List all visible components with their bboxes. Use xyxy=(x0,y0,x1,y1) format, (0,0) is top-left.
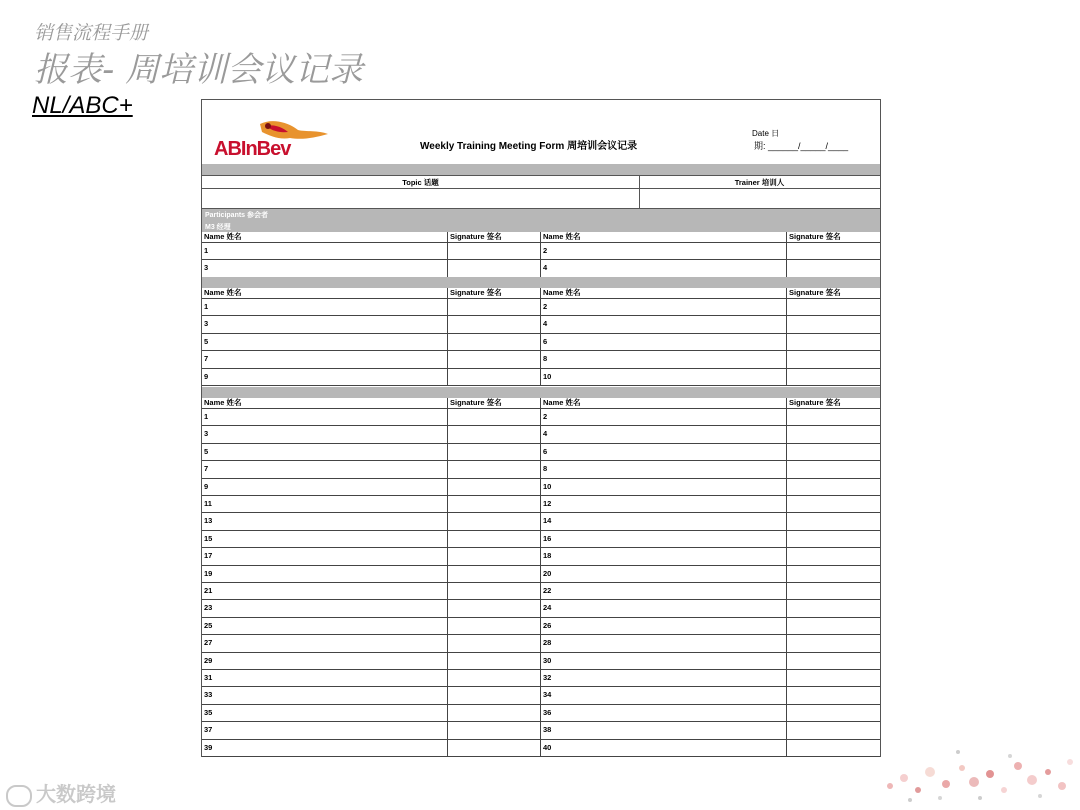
participant-name-cell[interactable]: 24 xyxy=(540,600,786,616)
participant-name-cell[interactable]: 2 xyxy=(540,409,786,425)
participant-name-cell[interactable]: 34 xyxy=(540,687,786,703)
participant-name-cell[interactable]: 16 xyxy=(540,531,786,547)
participant-name-cell[interactable]: 3 xyxy=(204,429,209,439)
participant-name-cell[interactable]: 14 xyxy=(540,513,786,529)
signature-header: Signature 签名 xyxy=(786,288,880,298)
section-divider xyxy=(202,277,880,288)
signature-cell[interactable] xyxy=(786,618,880,634)
manual-subtitle: 销售流程手册 xyxy=(34,22,149,44)
participant-name-cell[interactable]: 6 xyxy=(540,444,786,460)
m3-label: M3 经理 xyxy=(205,224,231,231)
watermark-icon xyxy=(6,785,32,807)
signature-cell[interactable] xyxy=(786,316,880,332)
participant-name-cell[interactable]: 7 xyxy=(204,354,209,364)
name-header: Name 姓名 xyxy=(204,232,242,241)
signature-cell[interactable] xyxy=(786,444,880,460)
participant-name-cell[interactable]: 8 xyxy=(540,351,786,367)
participant-name-cell[interactable]: 9 xyxy=(204,371,209,381)
participant-name-cell[interactable]: 10 xyxy=(540,479,786,495)
name-header: Name 姓名 xyxy=(540,288,786,298)
signature-cell[interactable] xyxy=(447,444,540,460)
table-row xyxy=(202,409,880,426)
participant-name-cell[interactable]: 4 xyxy=(540,316,786,332)
participant-name-cell[interactable]: 35 xyxy=(204,707,213,717)
signature-cell[interactable] xyxy=(786,461,880,477)
participant-name-cell[interactable]: 1 xyxy=(204,302,209,311)
participant-name-cell[interactable]: 2 xyxy=(540,243,786,259)
date-label: Date 日 xyxy=(752,129,780,138)
table-row xyxy=(202,705,880,722)
table-row xyxy=(202,600,880,617)
signature-cell[interactable] xyxy=(786,566,880,582)
participant-name-cell[interactable]: 7 xyxy=(204,464,209,474)
signature-header: Signature 签名 xyxy=(447,232,540,242)
signature-cell[interactable] xyxy=(786,670,880,686)
participant-name-cell[interactable]: 26 xyxy=(540,618,786,634)
participant-name-cell[interactable]: 2 xyxy=(540,299,786,315)
table-row xyxy=(202,334,880,351)
signature-cell[interactable] xyxy=(786,426,880,442)
participant-name-cell[interactable]: 23 xyxy=(204,603,213,613)
signature-cell[interactable] xyxy=(447,426,540,442)
participant-name-cell[interactable]: 17 xyxy=(204,551,213,561)
trainer-label: Trainer 培训人 xyxy=(734,178,785,187)
table-row xyxy=(202,461,880,478)
participant-name-cell[interactable]: 39 xyxy=(204,742,213,752)
signature-cell[interactable] xyxy=(786,260,880,276)
table-row xyxy=(202,740,880,757)
participant-name-cell[interactable]: 18 xyxy=(540,548,786,564)
name-header: Name 姓名 xyxy=(540,398,786,408)
participant-name-cell[interactable]: 38 xyxy=(540,722,786,738)
table-row xyxy=(202,369,880,386)
participants-band xyxy=(202,209,880,221)
signature-cell[interactable] xyxy=(447,618,540,634)
signature-cell[interactable] xyxy=(447,670,540,686)
signature-cell[interactable] xyxy=(447,600,540,616)
participant-name-cell[interactable]: 1 xyxy=(204,412,209,421)
signature-cell[interactable] xyxy=(447,687,540,703)
signature-cell[interactable] xyxy=(786,531,880,547)
table-row xyxy=(202,583,880,600)
signature-cell[interactable] xyxy=(786,635,880,651)
table-row xyxy=(202,548,880,565)
signature-cell[interactable] xyxy=(447,583,540,599)
table-row xyxy=(202,566,880,583)
participant-name-cell[interactable]: 6 xyxy=(540,334,786,350)
form-title: Weekly Training Meeting Form 周培训会议记录 xyxy=(420,141,638,152)
abinbev-logo xyxy=(210,118,330,160)
signature-cell[interactable] xyxy=(786,299,880,315)
watermark-text: 大数跨境 xyxy=(36,782,116,806)
signature-cell[interactable] xyxy=(786,740,880,756)
table-row xyxy=(202,351,880,368)
participant-name-cell[interactable]: 28 xyxy=(540,635,786,651)
participant-name-cell[interactable]: 20 xyxy=(540,566,786,582)
m3-band xyxy=(202,221,880,232)
table-row xyxy=(202,316,880,333)
signature-cell[interactable] xyxy=(447,548,540,564)
table-row xyxy=(202,722,880,739)
participant-name-cell[interactable]: 4 xyxy=(540,426,786,442)
table-header-row xyxy=(202,232,880,243)
signature-cell[interactable] xyxy=(447,260,540,276)
training-form xyxy=(201,99,881,757)
table-header-row xyxy=(202,398,880,409)
participant-name-cell[interactable]: 5 xyxy=(204,446,209,456)
signature-header: Signature 签名 xyxy=(447,398,540,408)
participant-name-cell[interactable]: 25 xyxy=(204,620,213,630)
signature-cell[interactable] xyxy=(447,461,540,477)
participant-name-cell[interactable]: 33 xyxy=(204,690,213,700)
date-field[interactable]: 期: ______/_____/____ xyxy=(754,141,849,151)
signature-cell[interactable] xyxy=(447,705,540,721)
participant-name-cell[interactable]: 37 xyxy=(204,725,213,735)
participant-name-cell[interactable]: 27 xyxy=(204,638,213,648)
table-row xyxy=(202,444,880,461)
form-header xyxy=(202,100,880,164)
signature-cell[interactable] xyxy=(786,351,880,367)
table-row xyxy=(202,299,880,316)
signature-cell[interactable] xyxy=(786,548,880,564)
signature-cell[interactable] xyxy=(447,635,540,651)
header-band xyxy=(202,164,880,175)
table-row xyxy=(202,513,880,530)
table-row xyxy=(202,618,880,635)
participant-name-cell[interactable]: 1 xyxy=(204,246,209,255)
signature-cell[interactable] xyxy=(447,369,540,385)
signature-cell[interactable] xyxy=(447,334,540,350)
participant-name-cell[interactable]: 15 xyxy=(204,533,213,543)
signature-cell[interactable] xyxy=(786,513,880,529)
name-header: Name 姓名 xyxy=(204,288,242,297)
participant-name-cell[interactable]: 29 xyxy=(204,655,213,665)
participant-name-cell[interactable]: 3 xyxy=(204,319,209,329)
signature-cell[interactable] xyxy=(447,479,540,495)
participant-name-cell[interactable]: 13 xyxy=(204,516,213,526)
watermark xyxy=(6,778,116,807)
participant-name-cell[interactable]: 12 xyxy=(540,496,786,512)
signature-cell[interactable] xyxy=(447,299,540,315)
table-row xyxy=(202,531,880,548)
participant-name-cell[interactable]: 21 xyxy=(204,586,213,595)
signature-cell[interactable] xyxy=(447,653,540,669)
table-row xyxy=(202,260,880,277)
participant-name-cell[interactable]: 5 xyxy=(204,336,209,346)
participant-name-cell[interactable]: 19 xyxy=(204,568,213,578)
name-header: Name 姓名 xyxy=(540,232,786,242)
signature-cell[interactable] xyxy=(786,409,880,425)
table-row xyxy=(202,670,880,687)
level-tag: NL/ABC+ xyxy=(32,92,133,119)
signature-cell[interactable] xyxy=(786,687,880,703)
table-row xyxy=(202,243,880,260)
signature-header: Signature 签名 xyxy=(786,398,880,408)
participant-name-cell[interactable]: 40 xyxy=(540,740,786,756)
table-row xyxy=(202,687,880,704)
participant-name-cell[interactable]: 30 xyxy=(540,653,786,669)
participant-name-cell[interactable]: 10 xyxy=(540,369,786,385)
signature-header: Signature 签名 xyxy=(447,288,540,298)
flower-decoration xyxy=(870,738,1080,810)
table-header-row xyxy=(202,288,880,299)
signature-cell[interactable] xyxy=(447,351,540,367)
logo-wordmark: ABInBev xyxy=(214,138,291,160)
signature-cell[interactable] xyxy=(447,496,540,512)
participant-name-cell[interactable]: 11 xyxy=(204,499,212,508)
participant-name-cell[interactable]: 4 xyxy=(540,260,786,276)
section-divider xyxy=(202,387,880,398)
signature-cell[interactable] xyxy=(786,705,880,721)
signature-cell[interactable] xyxy=(786,600,880,616)
table-row xyxy=(202,496,880,513)
table-row xyxy=(202,479,880,496)
participants-label: Participants 参会者 xyxy=(205,212,269,219)
signature-cell[interactable] xyxy=(447,316,540,332)
signature-cell[interactable] xyxy=(786,243,880,259)
signature-cell[interactable] xyxy=(447,566,540,582)
signature-cell[interactable] xyxy=(447,531,540,547)
page-title: 报表- 周培训会议记录 xyxy=(34,50,364,90)
signature-cell[interactable] xyxy=(447,722,540,738)
participant-name-cell[interactable]: 3 xyxy=(204,263,209,273)
signature-cell[interactable] xyxy=(786,653,880,669)
signature-cell[interactable] xyxy=(447,513,540,529)
signature-cell[interactable] xyxy=(786,369,880,385)
topic-label: Topic 话题 xyxy=(402,178,439,187)
table-row xyxy=(202,426,880,443)
table-row xyxy=(202,635,880,652)
topic-trainer-row xyxy=(202,175,880,209)
signature-cell[interactable] xyxy=(447,243,540,259)
participant-name-cell[interactable]: 8 xyxy=(540,461,786,477)
signature-cell[interactable] xyxy=(786,479,880,495)
participant-name-cell[interactable]: 32 xyxy=(540,670,786,686)
table-row xyxy=(202,653,880,670)
participant-name-cell[interactable]: 31 xyxy=(204,673,213,682)
signature-cell[interactable] xyxy=(786,334,880,350)
signature-cell[interactable] xyxy=(786,496,880,512)
signature-cell[interactable] xyxy=(447,409,540,425)
signature-cell[interactable] xyxy=(786,722,880,738)
participant-name-cell[interactable]: 9 xyxy=(204,481,209,491)
signature-cell[interactable] xyxy=(786,583,880,599)
signature-header: Signature 签名 xyxy=(786,232,880,242)
participant-name-cell[interactable]: 22 xyxy=(540,583,786,599)
name-header: Name 姓名 xyxy=(204,398,242,407)
participant-name-cell[interactable]: 36 xyxy=(540,705,786,721)
signature-cell[interactable] xyxy=(447,740,540,756)
